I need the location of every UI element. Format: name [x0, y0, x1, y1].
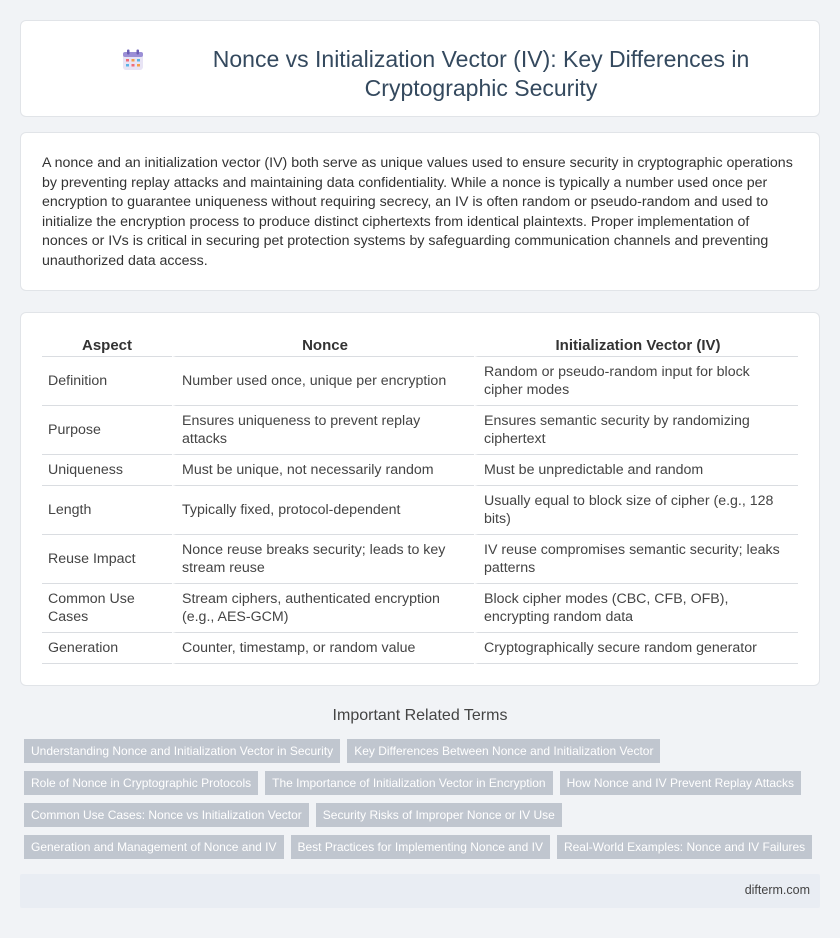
title-card [20, 20, 820, 117]
related-term-link[interactable]: How Nonce and IV Prevent Replay Attacks [560, 771, 801, 795]
related-term-link[interactable]: Key Differences Between Nonce and Initialization Vector [347, 739, 660, 763]
title-wrap [21, 45, 819, 103]
related-term-link[interactable]: Common Use Cases: Nonce vs Initialization Vector [24, 803, 309, 827]
table-cell: Nonce reuse breaks security; leads to key stream reuse [172, 535, 474, 584]
footer-site-link[interactable]: difterm.com [744, 883, 810, 897]
table-cell: Purpose [42, 406, 172, 455]
related-term-link[interactable]: Best Practices for Implementing Nonce and IV [291, 835, 550, 859]
tag-row [24, 835, 824, 859]
column-header-aspect: Aspect [42, 334, 172, 357]
footer [20, 874, 820, 908]
table-cell: Generation [42, 633, 172, 664]
related-terms-list [24, 739, 824, 867]
table-cell: Ensures semantic security by randomizing ciphertext [474, 406, 798, 455]
table-cell: Length [42, 486, 172, 535]
table-cell: IV reuse compromises semantic security; leaks patterns [474, 535, 798, 584]
table-row [42, 486, 798, 535]
table-cell: Must be unique, not necessarily random [172, 455, 474, 486]
tag-row [24, 771, 824, 795]
table-cell: Reuse Impact [42, 535, 172, 584]
table-cell: Definition [42, 357, 172, 406]
column-header-nonce: Nonce [172, 334, 474, 357]
comparison-table [42, 334, 798, 664]
table-row [42, 406, 798, 455]
table-row [42, 535, 798, 584]
table-cell: Stream ciphers, authenticated encryption (e.g., AES-GCM) [172, 584, 474, 633]
table-cell: Ensures uniqueness to prevent replay attacks [172, 406, 474, 455]
related-term-link[interactable]: Role of Nonce in Cryptographic Protocols [24, 771, 258, 795]
table-cell: Block cipher modes (CBC, CFB, OFB), encrypting random data [474, 584, 798, 633]
related-terms-heading: Important Related Terms [332, 707, 508, 724]
comparison-table-card [20, 312, 820, 686]
table-cell: Usually equal to block size of cipher (e.g., 128 bits) [474, 486, 798, 535]
table-cell: Cryptographically secure random generator [474, 633, 798, 664]
related-term-link[interactable]: Understanding Nonce and Initialization Vector in Security [24, 739, 340, 763]
intro-paragraph: A nonce and an initialization vector (IV) both serve as unique values used to ensure security in cryptographic operations by preventing replay attacks and maintaining data confidentiality. While a nonce is typically a number used once per encryption to guarantee uniqueness without requiring secrecy, an IV is often random or pseudo-random and used to initialize the encryption process to produce distinct ciphertexts from identical plaintexts. Proper implementation of nonces or IVs is critical in securing pet protection systems by safeguarding communication channels and preventing unauthorized data access. [42, 155, 793, 269]
table-row [42, 633, 798, 664]
tag-row [24, 803, 824, 827]
intro-card [20, 132, 820, 291]
table-row [42, 357, 798, 406]
table-cell: Uniqueness [42, 455, 172, 486]
table-row [42, 584, 798, 633]
table-cell: Counter, timestamp, or random value [172, 633, 474, 664]
table-cell: Typically fixed, protocol-dependent [172, 486, 474, 535]
table-row [42, 455, 798, 486]
table-header-row [42, 334, 798, 357]
related-term-link[interactable]: Real-World Examples: Nonce and IV Failures [557, 835, 812, 859]
table-cell: Random or pseudo-random input for block cipher modes [474, 357, 798, 406]
related-term-link[interactable]: Generation and Management of Nonce and IV [24, 835, 284, 859]
related-term-link[interactable]: Security Risks of Improper Nonce or IV Use [316, 803, 562, 827]
table-cell: Number used once, unique per encryption [172, 357, 474, 406]
table-cell: Must be unpredictable and random [474, 455, 798, 486]
column-header-iv: Initialization Vector (IV) [474, 334, 798, 357]
page-title: Nonce vs Initialization Vector (IV): Key Differences in Cryptographic Security [212, 46, 750, 101]
tag-row [24, 739, 824, 763]
related-term-link[interactable]: The Importance of Initialization Vector in Encryption [265, 771, 552, 795]
table-cell: Common Use Cases [42, 584, 172, 633]
